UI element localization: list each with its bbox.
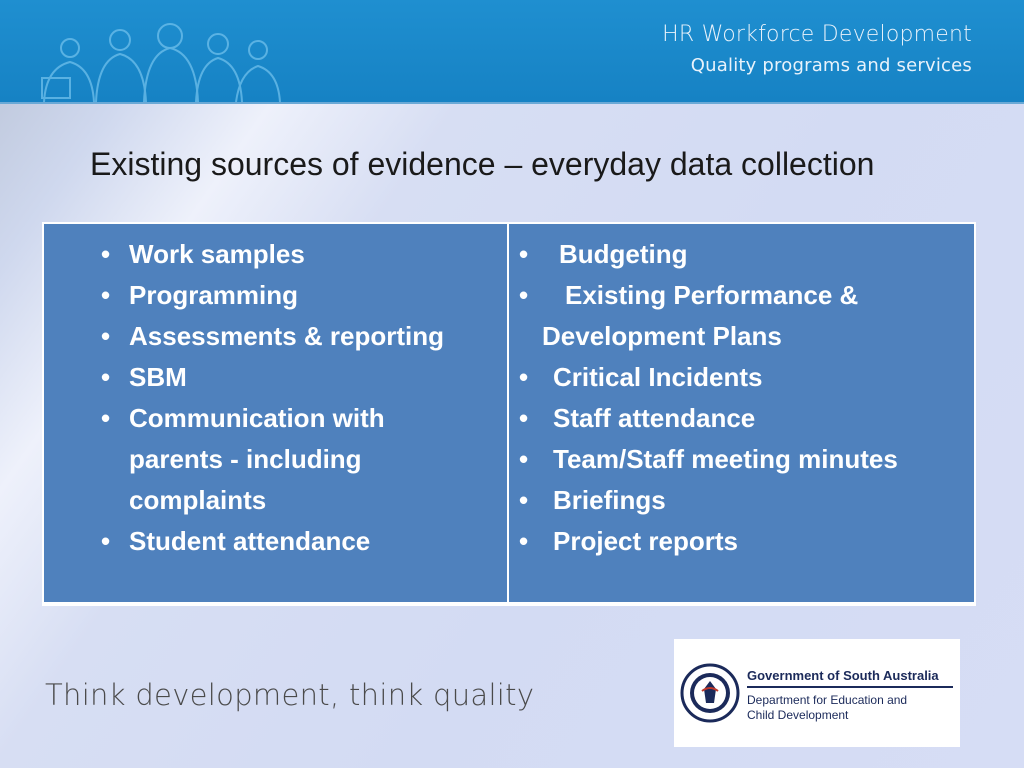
evidence-table (42, 222, 976, 604)
header-subtitle: Quality programs and services (690, 55, 972, 76)
list-item: • Project reports (509, 521, 974, 562)
list-item: • Critical Incidents (509, 357, 974, 398)
right-column (509, 224, 974, 602)
bullet-icon: • (519, 485, 529, 515)
list-item: • Communication with (44, 398, 507, 439)
list-item: • Programming (44, 275, 507, 316)
bullet-icon: • (519, 526, 529, 556)
header-banner (0, 0, 1024, 104)
header-title: HR Workforce Development (662, 22, 972, 47)
list-item: • Staff attendance (509, 398, 974, 439)
list-item: • Existing Performance & (509, 275, 974, 316)
bullet-icon: • (101, 403, 111, 433)
department-name-line2: Child Development (747, 708, 849, 722)
left-column (44, 224, 509, 602)
list-item: • Briefings (509, 480, 974, 521)
bullet-icon: • (519, 239, 529, 269)
government-name: Government of South Australia (747, 668, 939, 683)
bullet-icon: • (519, 403, 529, 433)
list-item-continuation: complaints (129, 485, 267, 515)
list-item-continuation: parents - including (129, 444, 362, 474)
list-item: • Team/Staff meeting minutes (509, 439, 974, 480)
bullet-icon: • (101, 321, 111, 351)
list-item: • Student attendance (44, 521, 507, 562)
list-item: • Assessments & reporting (44, 316, 507, 357)
bullet-icon: • (519, 444, 529, 474)
footer-tagline: Think development, think quality (45, 678, 535, 712)
bullet-icon: • (101, 362, 111, 392)
bullet-icon: • (519, 362, 529, 392)
bullet-icon: • (101, 280, 111, 310)
department-name-line1: Department for Education and (747, 693, 908, 707)
bullet-icon: • (101, 526, 111, 556)
government-logo (674, 639, 960, 747)
bullet-icon: • (101, 239, 111, 269)
sa-seal-icon (680, 663, 740, 723)
logo-divider (747, 686, 953, 688)
list-item: • Budgeting (509, 234, 974, 275)
bullet-icon: • (519, 280, 529, 310)
list-item: • Work samples (44, 234, 507, 275)
people-silhouettes-icon (30, 18, 290, 102)
list-item-continuation: Development Plans (542, 321, 782, 351)
slide-title: Existing sources of evidence – everyday data collection (90, 146, 875, 182)
list-item: • SBM (44, 357, 507, 398)
